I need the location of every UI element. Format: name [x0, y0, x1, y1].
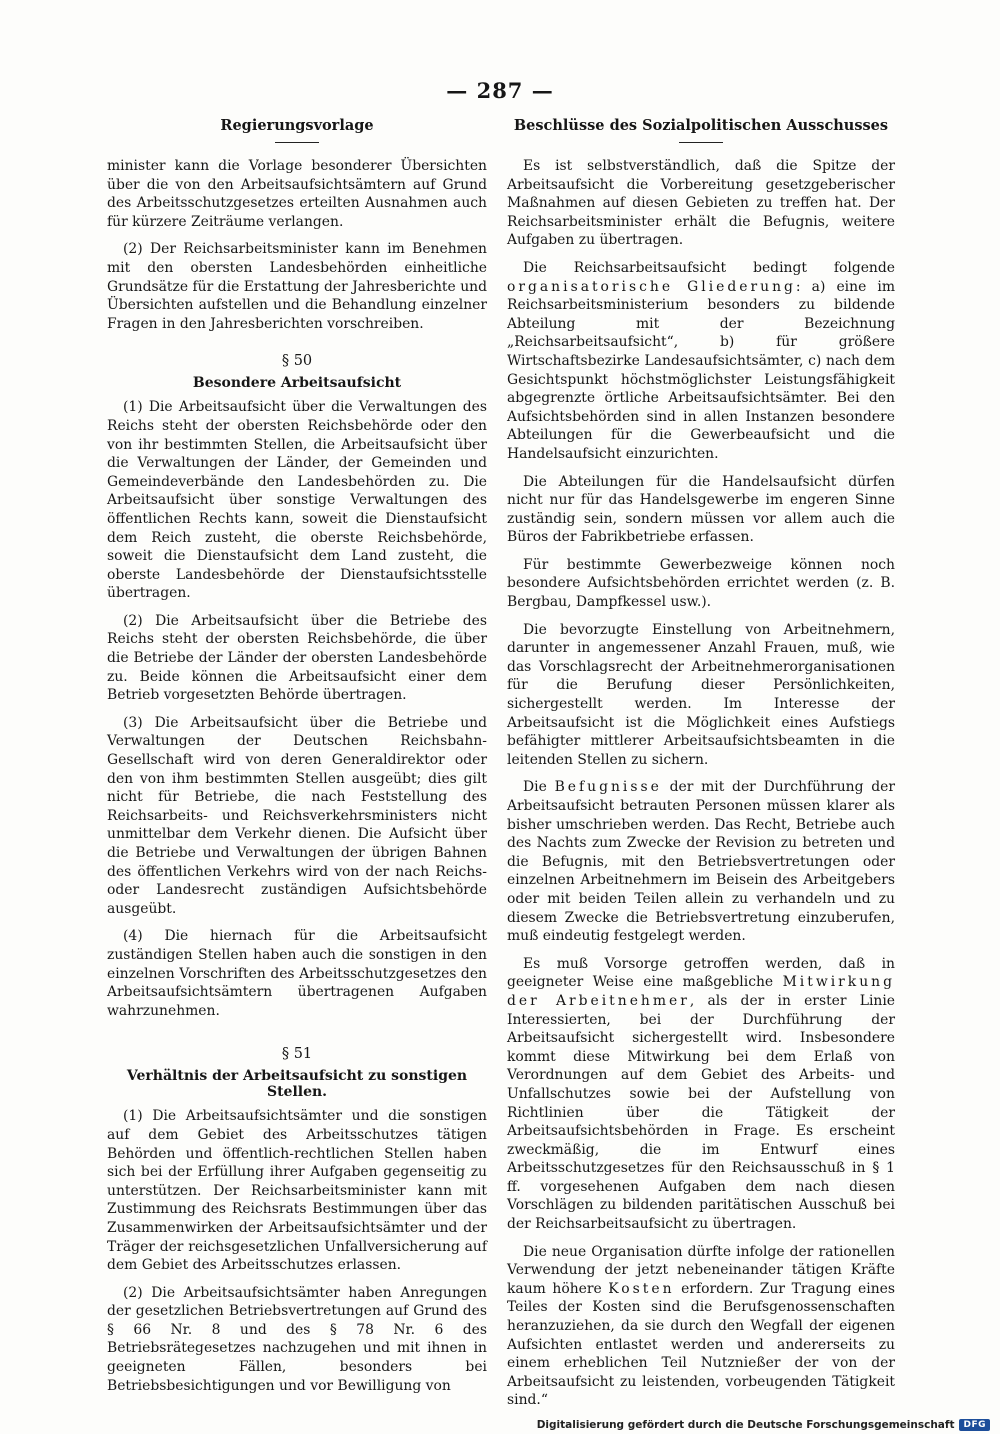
spaced-emphasis: organisatorische Gliederung — [507, 278, 796, 295]
paragraph: Es muß Vorsorge getroffen werden, daß in geeigneter Weise eine maßgebliche Mitwirkung der Arbeitnehmer, als der in erster Linie Interessierten, bei der Durchführung der Arbeitsaufsicht sichergestellt wird. Insbesondere kommt diese Mitwirkung bei dem Erlaß von Verordnungen auf dem Gebiet des Arbeits- und Unfallschutzes sowie bei der Aufstellung von Richtlinien über die Tätigkeit der Arbeitsaufsichtsbehörden in Frage. Es erscheint zweckmäßig, die im Entwurf eines Arbeitsschutzgesetzes für den Reichsausschuß in § 1 ff. vorgesehenen Aufgaben dem nach diesen Vorschlägen zu bildenden paritätischen Ausschuß bei der Reichsarbeitsaufsicht zu übertragen. — [507, 955, 895, 1233]
paragraph: (4) Die hiernach für die Arbeitsaufsicht zuständigen Stellen haben auch die sonstigen in den einzelnen Vorschriften des Arbeitsschutzgesetzes den Arbeitsaufsichtsämtern übertragenen Aufgaben wahrzunehmen. — [107, 928, 487, 1019]
paragraph: (1) Die Arbeitsaufsichtsämter und die sonstigen auf dem Gebiet des Arbeitsschutzes tätigen Behörden und öffentlich-rechtlichen Stellen haben sich bei der Erfüllung ihrer Aufgaben gegenseitig zu unterstützen. Der Reichsarbeitsminister kann mit Zustimmung des Reichsrats Bestimmungen über das Zusammenwirken der Arbeitsaufsichtsämter und der Träger der reichsgesetzlichen Unfallversicherung auf dem Gebiet des Arbeitsschutzes erlassen. — [107, 1108, 487, 1274]
spaced-emphasis: Befugnisse — [554, 779, 662, 796]
paragraph: Die bevorzugte Einstellung von Arbeitnehmern, darunter in angemessener Anzahl Frauen, muß, wie das Vorschlagsrecht der Arbeitnehmerorganisationen für die Berufung dieser Persönlichkeiten, sichergestellt werden. Im Interesse der Arbeitsaufsicht ist die Möglichkeit eines Aufstiegs befähigter mittlerer Arbeitsaufsichtsbeamten in die leitenden Stellen zu sichern. — [507, 621, 895, 768]
paragraph: (2) Die Arbeitsaufsicht über die Betriebe des Reichs steht der obersten Reichsbehörde, die über die Betriebe der Länder der obersten Landesbehörde zu. Beide können die Arbeitsaufsicht einer dem Betrieb vorgesetzten Behörde übertragen. — [107, 612, 487, 704]
section-51-title: Verhältnis der Arbeitsaufsicht zu sonstigen Stellen. — [126, 1068, 468, 1101]
paragraph: Die neue Organisation dürfte infolge der rationellen Verwendung der jetzt nebeneinander tätigen Kräfte kaum höhere Kosten erfordern. Zur Tragung eines Teiles der Kosten sind die Berufsgenossenschaften heranzuziehen, da sie durch den Wegfall der eigenen Aufsichten entlastet werden und andererseits zu einem erheblichen Teil Nutznießer der von der Arbeitsaufsicht zu leistenden, vorbeugenden Tätigkeit sind.“ — [507, 1243, 896, 1409]
section-50-title: Besondere Arbeitsaufsicht — [192, 375, 402, 392]
right-column-heading: Beschlüsse des Sozialpolitischen Ausschusses — [513, 117, 889, 134]
paragraph: Die Reichsarbeitsaufsicht bedingt folgende organisatorische Gliederung: a) eine im Reichsarbeitsministerium besonders zu bildende Abteilung mit der Bezeichnung „Reichsarbeitsaufsicht“, b) für größere Wirtschaftsbezirke Landesaufsichtsämter, c) nach dem Gesichtspunkt höchstmöglichster Leistungsfähigkeit abgegrenzte örtliche Arbeitsaufsichtsämter. Bei den Aufsichtsbehörden sind in allen Instanzen besondere Abteilungen für die Gewerbeaufsicht und die Handelsaufsicht einzurichten. — [507, 259, 895, 462]
section-50-number: § 50 — [281, 353, 313, 370]
spaced-emphasis: Kosten — [608, 1280, 675, 1297]
footer-text: Digitalisierung gefördert durch die Deutsche Forschungsgemeinschaft — [536, 1419, 955, 1431]
paragraph: Für bestimmte Gewerbezweige können noch besondere Aufsichtsbehörden errichtet werden (z. B. Bergbau, Dampfkessel usw.). — [507, 556, 895, 611]
right-column — [507, 116, 895, 1419]
left-column — [107, 116, 487, 1404]
left-column-heading: Regierungsvorlage — [220, 117, 374, 134]
paragraph: minister kann die Vorlage besonderer Übersichten über die von den Arbeitsaufsichtsämtern auf Grund des Arbeitsschutzgesetzes erteilten Ausnahmen auch für kürzere Zeiträume verlangen. — [107, 158, 487, 230]
paragraph: (2) Der Reichsarbeitsminister kann im Benehmen mit den obersten Landesbehörden einheitliche Grundsätze für die Erstattung der Jahresberichte und Übersichten aufstellen und die Behandlung einzelner Fragen in den Jahresberichten vorschreiben. — [107, 241, 487, 332]
heading-rule — [679, 142, 723, 143]
section-51-number: § 51 — [281, 1046, 313, 1063]
paragraph: (3) Die Arbeitsaufsicht über die Betriebe und Verwaltungen der Deutschen Reichsbahn-Gesellschaft wird von deren Generaldirektor oder den von ihm bestimmten Stellen ausgeübt; dies gilt nicht für Betriebe, die nach Feststellung des Reichsarbeits- und Reichsverkehrsministers nicht unmittelbar dem Verkehr dienen. Die Aufsicht über die Betriebe und Verwaltungen der übrigen Bahnen des öffentlichen Verkehrs wird von der nach Reichs- oder Landesrecht zuständigen Aufsichtsbehörde ausgeübt. — [107, 714, 487, 917]
digitization-footer — [537, 1419, 990, 1431]
dfg-logo: DFG — [959, 1419, 990, 1431]
paragraph: Die Abteilungen für die Handelsaufsicht dürfen nicht nur für das Handelsgewerbe im engeren Sinne zuständig sein, sondern müssen vor allem auch die Büros der Fabrikbetriebe erfassen. — [507, 473, 895, 546]
paragraph: (2) Die Arbeitsaufsichtsämter haben Anregungen der gesetzlichen Betriebsvertretungen auf Grund des § 66 Nr. 8 und des § 78 Nr. 6 des Betriebsrätegesetzes nachzugehen und mit ihnen in geeigneten Fällen, besonders bei Betriebsbesichtigungen und vor Bewilligung von — [107, 1284, 487, 1394]
spaced-emphasis: Mitwirkung der Arbeitnehmer — [507, 974, 895, 1009]
paragraph: Die Befugnisse der mit der Durchführung der Arbeitsaufsicht betrauten Personen müssen klarer als bisher umschrieben werden. Das Recht, Betriebe auch des Nachts zum Zwecke der Revision zu betreten und die Befugnis, mit den Betriebsvertretungen oder einzelnen Arbeitnehmern im Beisein des Arbeitgebers oder mit beiden Teilen allein zu verhandeln und zu diesem Zwecke die Betriebsvertretung einzuberufen, muß eindeutig festgelegt werden. — [507, 779, 895, 945]
paragraph: Es ist selbstverständlich, daß die Spitze der Arbeitsaufsicht die Vorbereitung gesetzgeberischer Maßnahmen auf diesen Gebieten zu treffen hat. Der Reichsarbeitsminister erhält die Befugnis, weitere Aufgaben zu übertragen. — [507, 158, 895, 249]
heading-rule — [275, 142, 319, 143]
page-number: — 287 — — [446, 78, 554, 103]
paragraph: (1) Die Arbeitsaufsicht über die Verwaltungen des Reichs steht der obersten Reichsbehörde oder den von ihr bestimmten Stellen, die Arbeitsaufsicht über die Verwaltungen der Länder, der Gemeinden und Gemeindeverbände den Landesbehörden zu. Die Arbeitsaufsicht über sonstige Verwaltungen des öffentlichen Rechts kann, soweit die Dienstaufsicht dem Reich zusteht, die oberste Reichsbehörde, soweit die Dienstaufsicht dem Land zusteht, die oberste Landesbehörde der Dienstaufsichtsstelle übertragen. — [107, 399, 487, 602]
